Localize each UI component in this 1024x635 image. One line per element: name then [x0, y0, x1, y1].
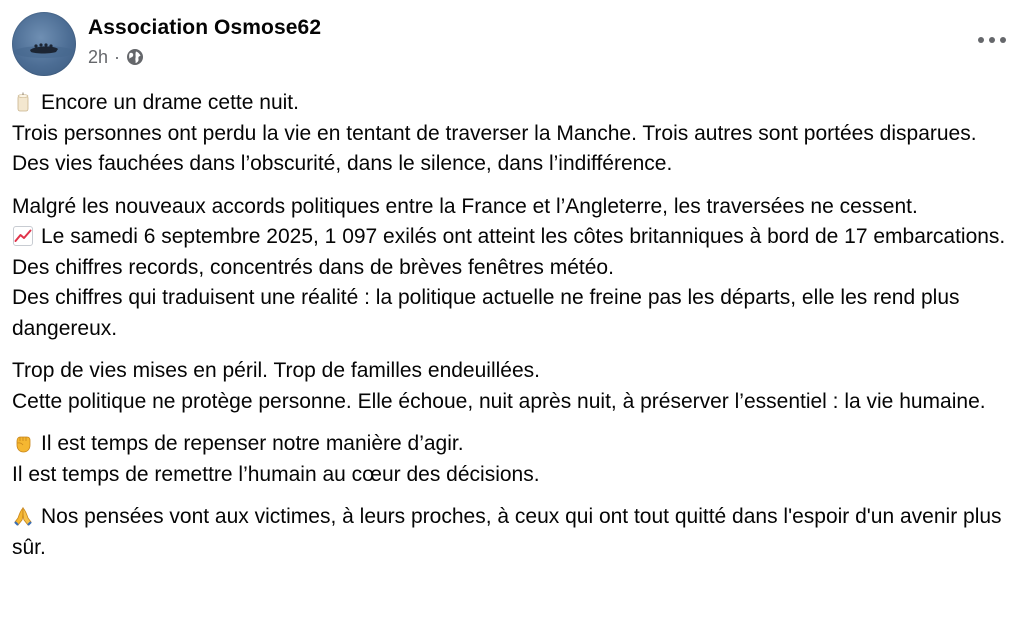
post-paragraph	[12, 192, 1012, 345]
post-text-line	[12, 502, 1012, 563]
globe-icon[interactable]	[126, 48, 144, 66]
post-text-line	[12, 387, 1012, 418]
post-text: Malgré les nouveaux accords politiques entre la France et l’Angleterre, les traversées ne cessent.	[12, 194, 918, 218]
dot	[978, 37, 984, 43]
post-time[interactable]: 2h	[88, 47, 109, 67]
author-name[interactable]: Association Osmose62	[88, 16, 322, 39]
post-paragraph	[12, 356, 1012, 417]
chart-increasing-icon	[12, 225, 34, 247]
post-header	[12, 12, 321, 76]
dot	[989, 37, 995, 43]
post-text: Cette politique ne protège personne. Elle échoue, nuit après nuit, à préserver l’essentiel : la vie humaine.	[12, 389, 986, 413]
post-meta	[88, 14, 321, 68]
post-text: Trois personnes ont perdu la vie en tentant de traverser la Manche. Trois autres sont portées disparues. Des vies fauchées dans l’obscurité, dans le silence, dans l’indifférence.	[12, 121, 977, 175]
post-text: Des chiffres qui traduisent une réalité : la politique actuelle ne freine pas les départs, elle les rend plus dangereux.	[12, 286, 960, 340]
post-text-line	[12, 356, 1012, 387]
post-body	[12, 88, 1012, 575]
post-text-line	[12, 192, 1012, 223]
post-paragraph	[12, 429, 1012, 490]
post-text-line	[12, 222, 1012, 253]
post-text: Il est temps de remettre l’humain au cœur des décisions.	[12, 462, 540, 486]
post-text-line	[12, 253, 1012, 284]
separator: ·	[114, 47, 121, 67]
folded-hands-icon	[12, 505, 34, 527]
post-text: Nos pensées vont aux victimes, à leurs proches, à ceux qui ont tout quitté dans l'espoir d'un avenir plus sûr.	[12, 505, 1002, 559]
post-text: Trop de vies mises en péril. Trop de familles endeuillées.	[12, 359, 540, 382]
post-text: Le samedi 6 septembre 2025, 1 097 exilés ont atteint les côtes britanniques à bord de 17 embarcations.	[41, 225, 1006, 248]
post-subline	[88, 46, 321, 68]
post-text-line	[12, 429, 1012, 460]
candle-icon	[12, 91, 34, 113]
post-paragraph	[12, 502, 1012, 563]
avatar[interactable]	[12, 12, 76, 76]
dot	[1000, 37, 1006, 43]
post-text-line	[12, 283, 1012, 344]
avatar-boat-image	[12, 12, 76, 76]
post-text-line	[12, 119, 1012, 180]
post-text: Il est temps de repenser notre manière d’agir.	[41, 432, 464, 455]
post-text: Encore un drame cette nuit.	[41, 91, 299, 114]
post-text: Des chiffres records, concentrés dans de brèves fenêtres météo.	[12, 255, 614, 279]
post-paragraph	[12, 88, 1012, 180]
more-options-icon[interactable]	[978, 30, 1006, 50]
raised-fist-icon	[12, 432, 34, 454]
post-text-line	[12, 460, 1012, 491]
post-text-line	[12, 88, 1012, 119]
